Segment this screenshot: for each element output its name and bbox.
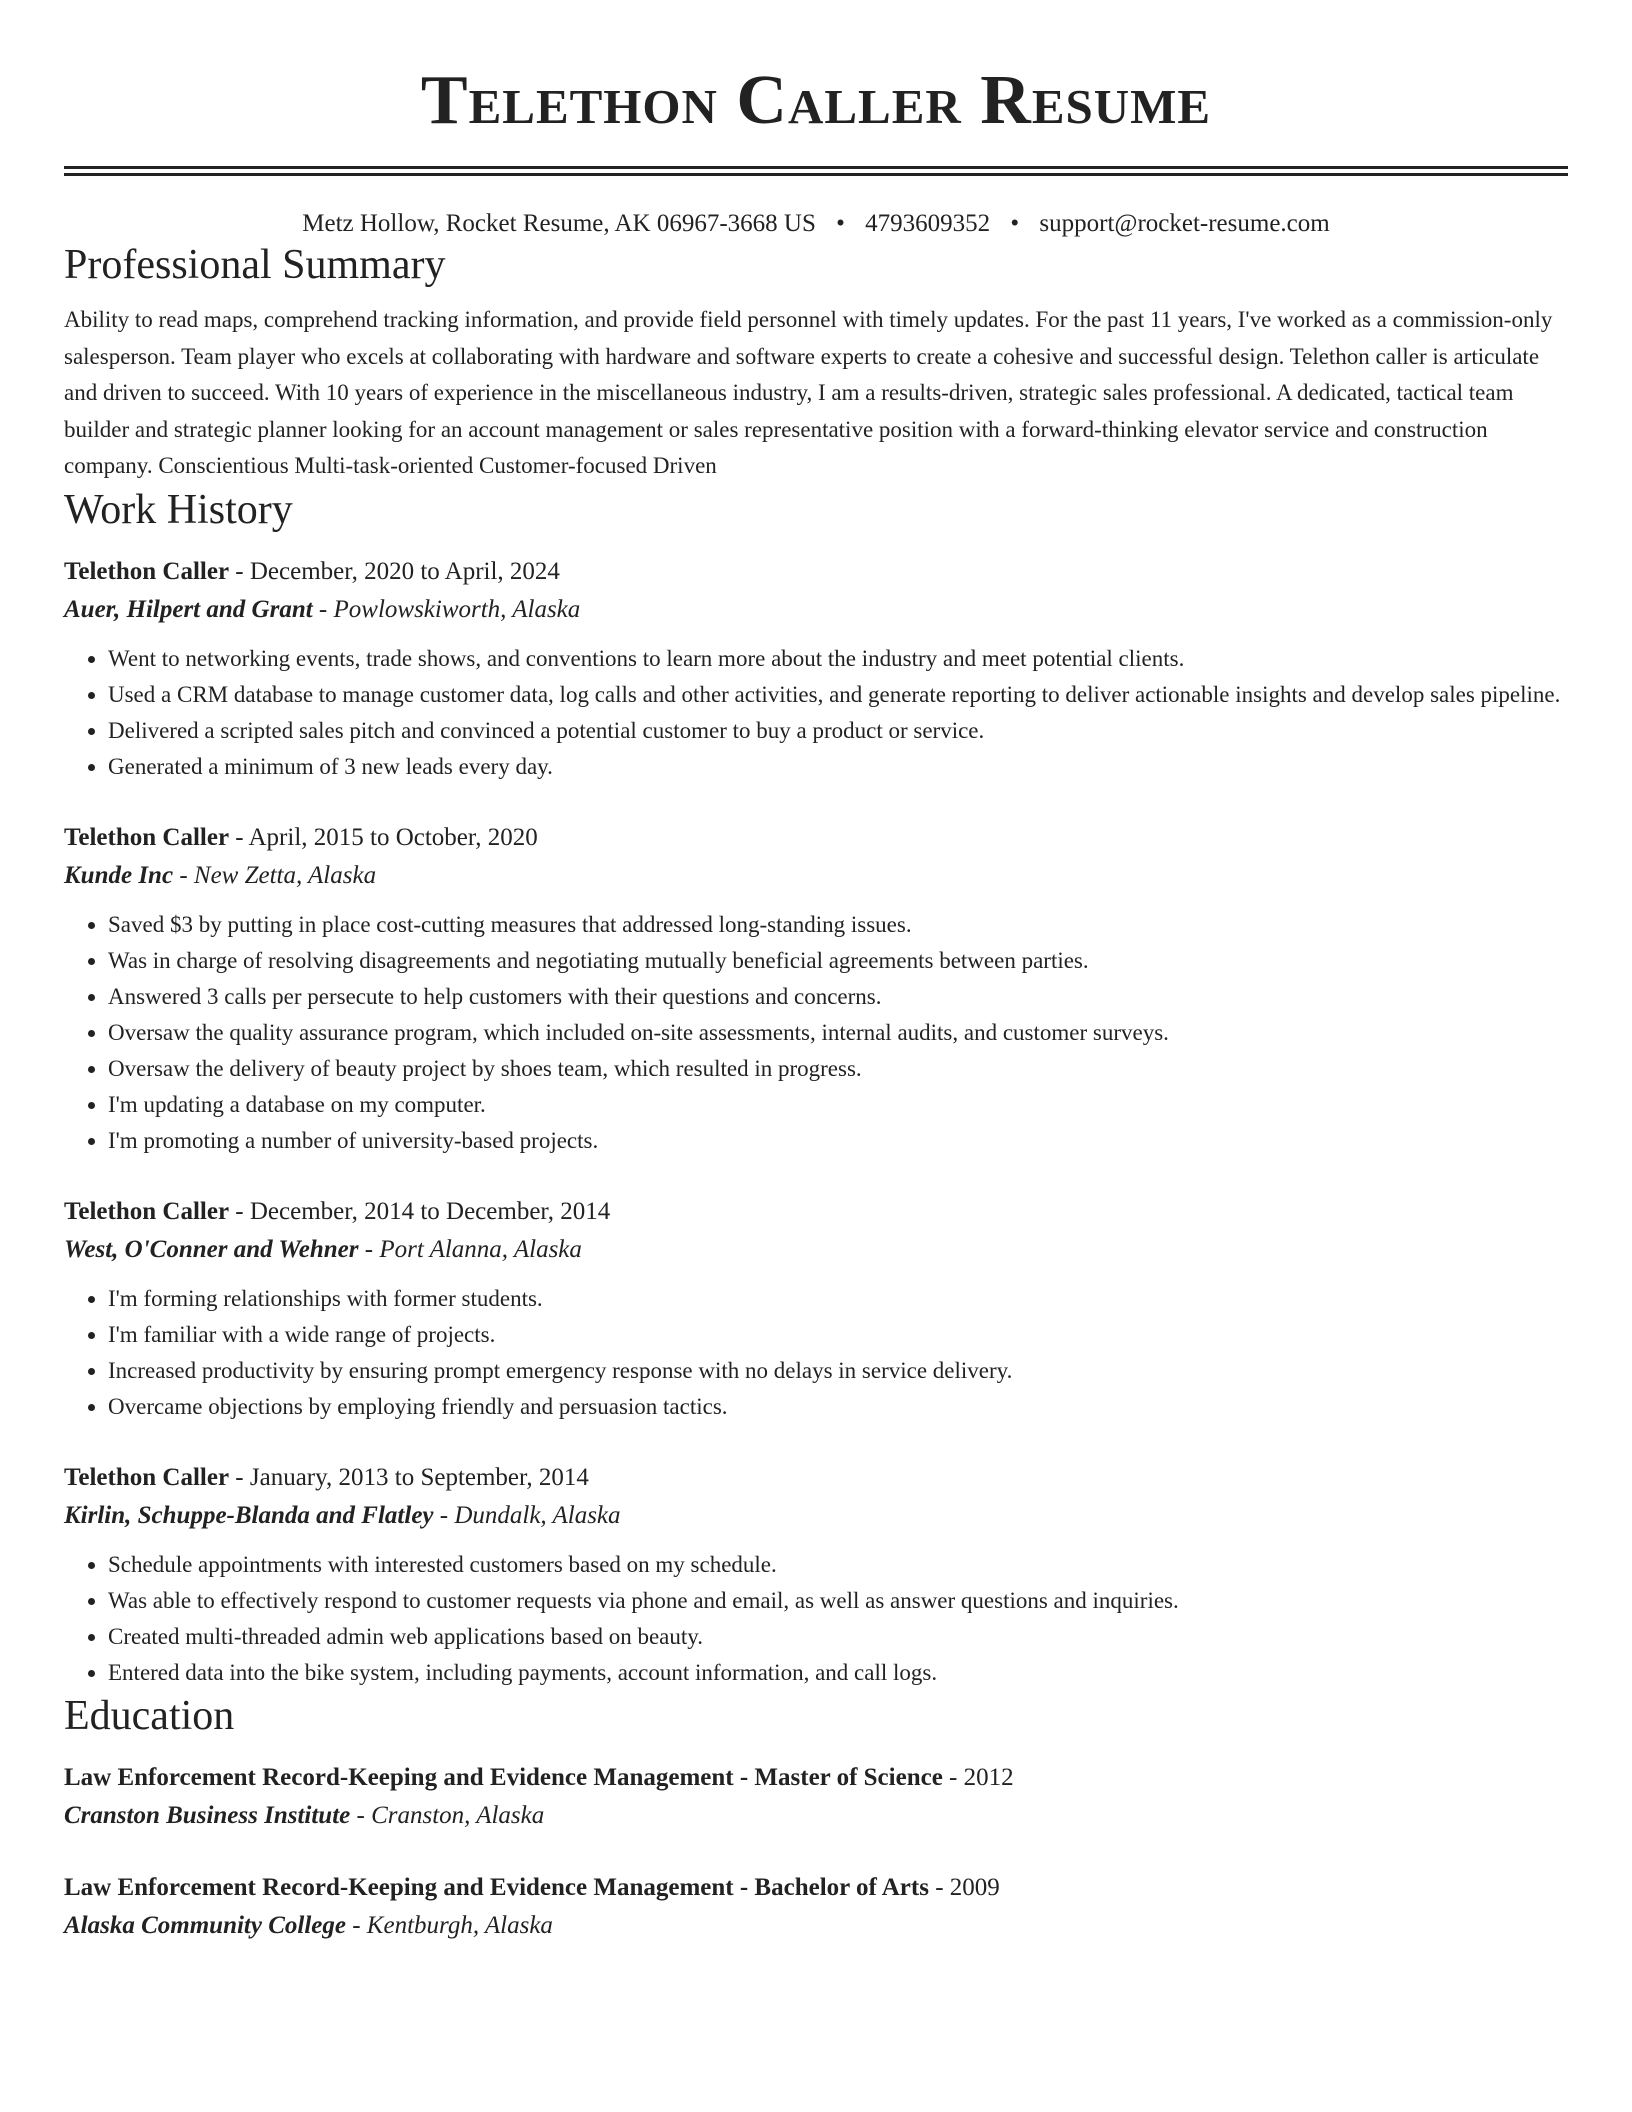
contact-phone: 4793609352 [865, 210, 991, 237]
job-bullet: • Used a CRM database to manage customer data, log calls and other activities, and generate reporting to deliver actionable insights and develop sales pipeline. [108, 677, 1568, 713]
education-location: - Kentburgh, Alaska [345, 1911, 553, 1939]
title-divider [64, 166, 1568, 176]
job-dates: - December, 2014 to December, 2014 [229, 1197, 611, 1225]
education-school: Alaska Community College [64, 1911, 346, 1939]
job-bullet: • Went to networking events, trade shows, and conventions to learn more about the industry and meet potential clients. [108, 641, 1568, 677]
job-bullet: • Oversaw the delivery of beauty project by shoes team, which resulted in progress. [108, 1051, 1568, 1087]
job-bullet: • I'm familiar with a wide range of projects. [108, 1317, 1568, 1353]
resume-title: Telethon Caller Resume [420, 62, 1212, 139]
education-degree-line [64, 1759, 1568, 1797]
job-location: - Port Alanna, Alaska [358, 1235, 582, 1263]
job-bullet: • Saved $3 by putting in place cost-cutting measures that addressed long-standing issues. [108, 907, 1568, 943]
job-bullets [64, 641, 1568, 785]
contact-address: Metz Hollow, Rocket Resume, AK 06967-3668 US [302, 210, 816, 237]
contact-separator: • [836, 210, 845, 237]
job-dates: - December, 2020 to April, 2024 [229, 557, 560, 585]
work-history-heading: Work History [64, 486, 293, 533]
job-company: Kunde Inc [64, 861, 174, 889]
job-bullet: • Overcame objections by employing friendly and persuasion tactics. [108, 1389, 1568, 1425]
summary-text: Ability to read maps, comprehend tracking information, and provide field personnel with timely updates. For the past 11 years, I've worked as a commission-only salesperson. Team player who excels at collaborating with hardware and software experts to create a cohesive and successful design. Telethon caller is articulate and driven to succeed. With 10 years of experience in the miscellaneous industry, I am a results-driven, strategic sales professional. A dedicated, tactical team builder and strategic planner looking for an account management or sales representative position with a forward-thinking elevator service and construction company. Conscientious Multi-task-oriented Customer-focused Driven [64, 307, 1553, 478]
job-entry [64, 1459, 1568, 1691]
job-entry [64, 1193, 1568, 1425]
education-entry [64, 1869, 1568, 1945]
job-bullets [64, 1547, 1568, 1691]
job-dates: - January, 2013 to September, 2014 [229, 1463, 589, 1491]
job-bullet: • Delivered a scripted sales pitch and convinced a potential customer to buy a product or service. [108, 713, 1568, 749]
job-dates: - April, 2015 to October, 2020 [229, 823, 538, 851]
job-entry [64, 819, 1568, 1159]
resume-content [64, 56, 1568, 1945]
summary-heading: Professional Summary [64, 242, 446, 288]
job-company: Kirlin, Schuppe-Blanda and Flatley [64, 1501, 434, 1529]
job-location: - Dundalk, Alaska [433, 1501, 621, 1529]
job-location: - Powlowskiworth, Alaska [312, 595, 581, 623]
job-title: Telethon Caller [64, 557, 230, 585]
job-bullet: • Schedule appointments with interested customers based on my schedule. [108, 1547, 1568, 1583]
job-company: West, O'Conner and Wehner [64, 1235, 359, 1263]
job-company-line [64, 857, 1568, 895]
education-school-line [64, 1797, 1568, 1835]
job-company-line [64, 1231, 1568, 1269]
contact-email: support@rocket-resume.com [1039, 210, 1330, 237]
education-entry [64, 1759, 1568, 1835]
job-entry [64, 553, 1568, 785]
contact-line [64, 208, 1568, 240]
education-school-line [64, 1907, 1568, 1945]
job-company: Auer, Hilpert and Grant [64, 595, 313, 623]
job-title: Telethon Caller [64, 823, 230, 851]
job-bullet: • Generated a minimum of 3 new leads every day. [108, 749, 1568, 785]
job-bullet: • Entered data into the bike system, including payments, account information, and call logs. [108, 1655, 1568, 1691]
job-bullet: • Answered 3 calls per persecute to help customers with their questions and concerns. [108, 979, 1568, 1015]
job-location: - New Zetta, Alaska [173, 861, 377, 889]
contact-separator: • [1010, 210, 1020, 237]
job-bullet: • Was in charge of resolving disagreements and negotiating mutually beneficial agreements between parties. [108, 943, 1568, 979]
education-degree: Law Enforcement Record-Keeping and Evidence Management - Master of Science [64, 1763, 943, 1791]
job-title-line [64, 819, 1568, 857]
job-bullets [64, 1281, 1568, 1425]
job-title-line [64, 553, 1568, 591]
job-title: Telethon Caller [64, 1463, 230, 1491]
education-degree: Law Enforcement Record-Keeping and Evidence Management - Bachelor of Arts [64, 1873, 929, 1901]
education-school: Cranston Business Institute [64, 1801, 351, 1829]
job-bullet: • Created multi-threaded admin web applications based on beauty. [108, 1619, 1568, 1655]
job-title-line [64, 1459, 1568, 1497]
job-bullet: • Increased productivity by ensuring prompt emergency response with no delays in service delivery. [108, 1353, 1568, 1389]
job-bullets [64, 907, 1568, 1159]
job-bullet: • Oversaw the quality assurance program, which included on-site assessments, internal audits, and customer surveys. [108, 1015, 1568, 1051]
education-location: - Cranston, Alaska [350, 1801, 545, 1829]
education-heading: Education [64, 1692, 235, 1739]
job-bullet: • I'm promoting a number of university-based projects. [108, 1123, 1568, 1159]
education-year: - 2012 [942, 1763, 1014, 1791]
job-company-line [64, 1497, 1568, 1535]
job-title: Telethon Caller [64, 1197, 230, 1225]
education-year: - 2009 [928, 1873, 1000, 1901]
job-bullet: • I'm forming relationships with former students. [108, 1281, 1568, 1317]
job-bullet: • I'm updating a database on my computer. [108, 1087, 1568, 1123]
job-bullet: • Was able to effectively respond to customer requests via phone and email, as well as answer questions and inquiries. [108, 1583, 1568, 1619]
job-title-line [64, 1193, 1568, 1231]
job-company-line [64, 591, 1568, 629]
education-degree-line [64, 1869, 1568, 1907]
